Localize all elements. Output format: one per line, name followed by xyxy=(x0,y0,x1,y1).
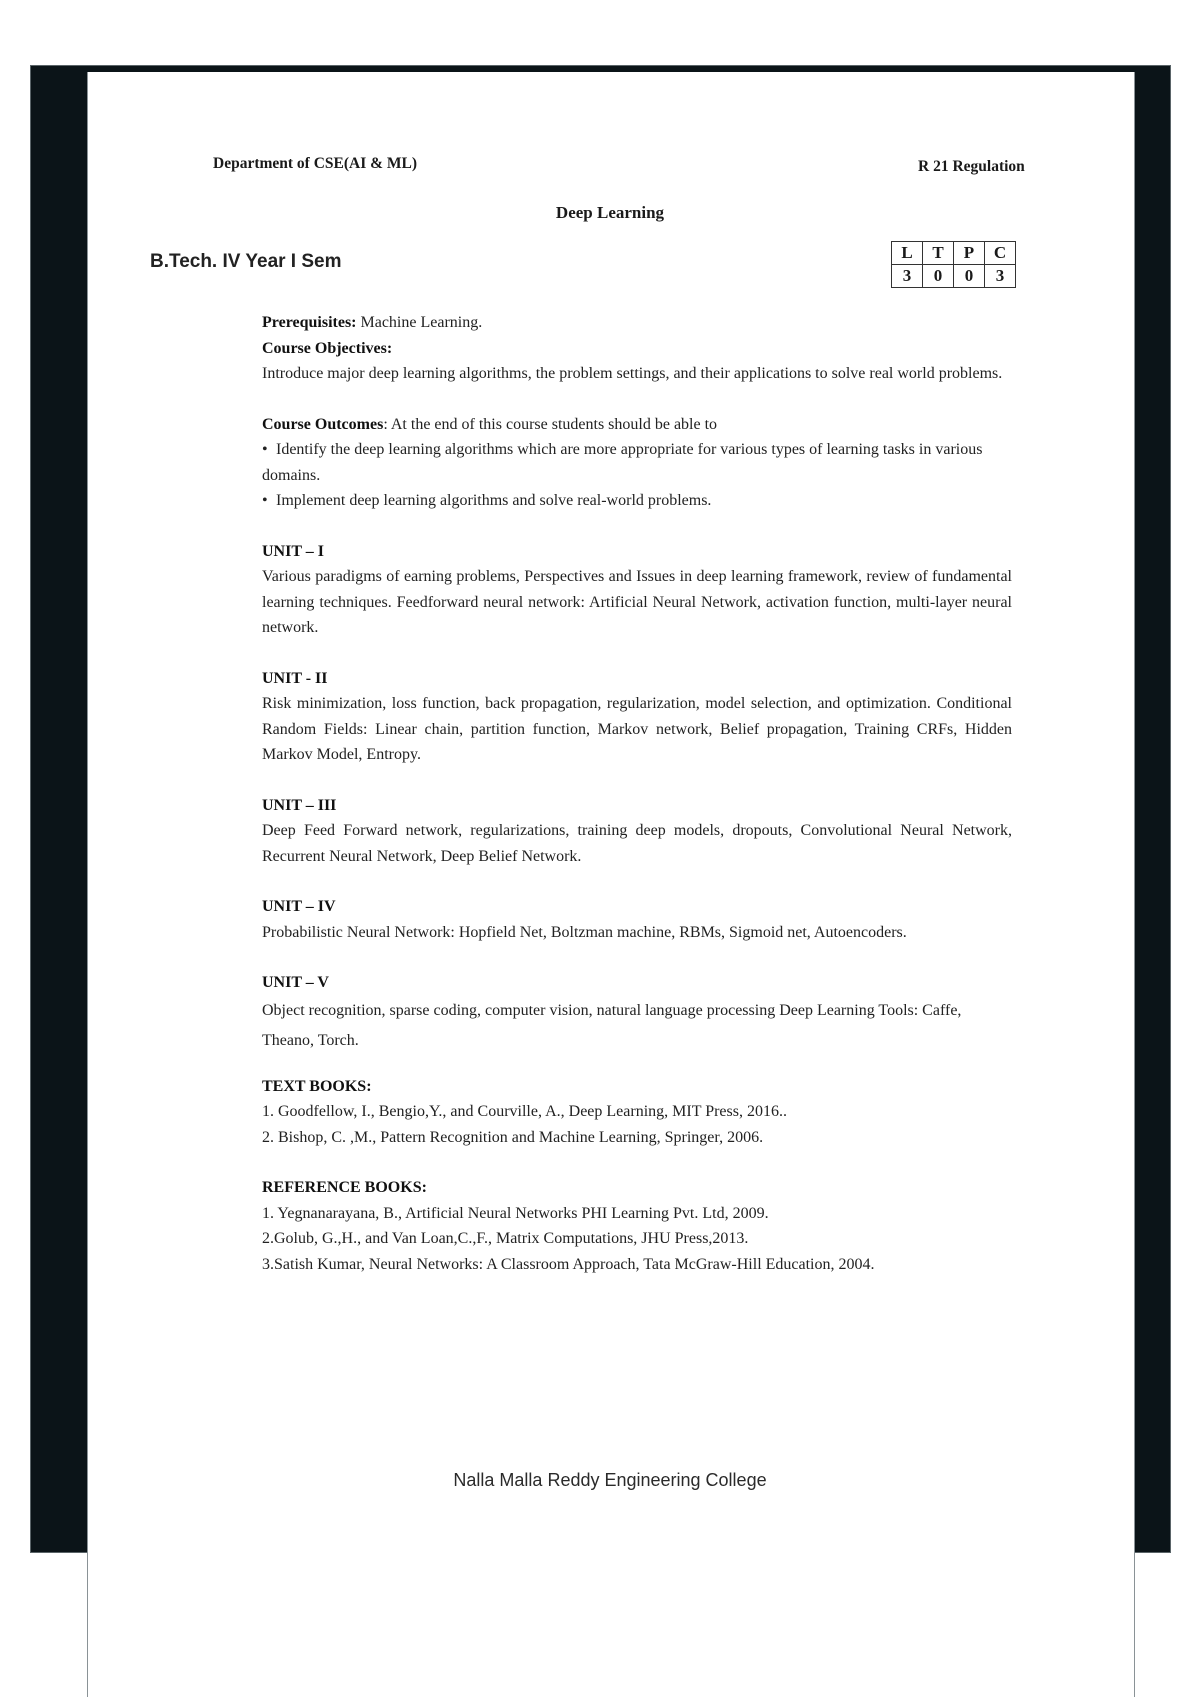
course-outcome-item xyxy=(262,488,1012,514)
unit-3-heading: UNIT – III xyxy=(262,796,337,814)
ltpc-header-p: P xyxy=(954,242,985,265)
course-objectives-text: Introduce major deep learning algorithms, the problem settings, and their applications to solve real world problems. xyxy=(262,365,1003,382)
spacer xyxy=(262,514,1012,539)
unit-5-heading: UNIT – V xyxy=(262,974,329,991)
regulation-label: R 21 Regulation xyxy=(918,158,1025,175)
course-outcomes-intro xyxy=(262,412,1012,438)
ltpc-value-c: 3 xyxy=(985,265,1016,288)
college-footer: Nalla Malla Reddy Engineering College xyxy=(453,1470,767,1490)
unit-1-heading: UNIT – I xyxy=(262,542,324,560)
unit-1-text: Various paradigms of earning problems, Perspectives and Issues in deep learning framework, review of fundamental learning techniques. Feedforward neural network: Artificial Neural Network, activation function, multi-layer neural network. xyxy=(262,568,1012,636)
department-label: Department of CSE(AI & ML) xyxy=(213,155,418,172)
prerequisites-label: Prerequisites: xyxy=(262,314,357,331)
spacer xyxy=(262,1056,1012,1074)
course-outcomes-intro-text: : At the end of this course students should be able to xyxy=(383,415,718,433)
text-book-item: 1. Goodfellow, I., Bengio,Y., and Courville, A., Deep Learning, MIT Press, 2016.. xyxy=(262,1103,787,1120)
unit-3-text: Deep Feed Forward network, regularizations, training deep models, dropouts, Convolutional Neural Network, Recurrent Neural Network, Deep Belief Network. xyxy=(262,822,1012,865)
bullet-icon: • xyxy=(262,492,268,509)
course-outcome-item xyxy=(262,437,1012,488)
ltpc-table xyxy=(891,241,1016,288)
bullet-icon: • xyxy=(262,441,268,458)
ltpc-header-t: T xyxy=(923,242,954,265)
text-book-item: 2. Bishop, C. ,M., Pattern Recognition and Machine Learning, Springer, 2006. xyxy=(262,1128,764,1146)
course-outcomes-label: Course Outcomes xyxy=(262,415,384,433)
ltpc-value-t: 0 xyxy=(923,265,954,288)
ltpc-value-l: 3 xyxy=(892,265,923,288)
ltpc-header-l: L xyxy=(892,242,923,265)
prerequisites xyxy=(262,310,1012,336)
spacer xyxy=(262,945,1012,970)
ltpc-value-row xyxy=(892,265,1016,288)
prerequisites-value: Machine Learning. xyxy=(356,314,483,331)
semester-label: B.Tech. IV Year I Sem xyxy=(150,251,342,272)
spacer xyxy=(262,869,1012,894)
syllabus-content xyxy=(262,310,1012,1277)
unit-5-text: Object recognition, sparse coding, computer vision, natural language processing Deep Learning Tools: Caffe, Theano, Torch. xyxy=(262,1001,962,1049)
unit-4-heading: UNIT – IV xyxy=(262,898,336,915)
reference-book-item: 3.Satish Kumar, Neural Networks: A Classroom Approach, Tata McGraw-Hill Education, 2004. xyxy=(262,1255,875,1273)
spacer xyxy=(262,768,1012,793)
spacer xyxy=(262,387,1012,412)
ltpc-header-row xyxy=(892,242,1016,265)
unit-2-heading: UNIT - II xyxy=(262,669,328,687)
unit-4-text: Probabilistic Neural Network: Hopfield Net, Boltzman machine, RBMs, Sigmoid net, Autoencoders. xyxy=(262,923,907,941)
ltpc-header-c: C xyxy=(985,242,1016,265)
course-title: Deep Learning xyxy=(555,203,665,222)
spacer xyxy=(262,641,1012,666)
course-outcome-text: Implement deep learning algorithms and solve real-world problems. xyxy=(276,492,712,509)
reference-book-item: 2.Golub, G.,H., and Van Loan,C.,F., Matrix Computations, JHU Press,2013. xyxy=(262,1230,749,1247)
text-books-heading: TEXT BOOKS: xyxy=(262,1077,372,1095)
course-outcome-text: Identify the deep learning algorithms which are more appropriate for various types of learning tasks in various domains. xyxy=(262,441,983,484)
course-objectives-heading: Course Objectives: xyxy=(262,339,393,357)
ltpc-value-p: 0 xyxy=(954,265,985,288)
reference-book-item: 1. Yegnanarayana, B., Artificial Neural Networks PHI Learning Pvt. Ltd, 2009. xyxy=(262,1204,769,1222)
spacer xyxy=(262,1150,1012,1175)
unit-2-text: Risk minimization, loss function, back propagation, regularization, model selection, and optimization. Conditional Random Fields: Linear chain, partition function, Markov network, Belief propagation, Training CRFs, Hidden Markov Model, Entropy. xyxy=(262,695,1012,763)
reference-books-heading: REFERENCE BOOKS: xyxy=(262,1179,427,1196)
